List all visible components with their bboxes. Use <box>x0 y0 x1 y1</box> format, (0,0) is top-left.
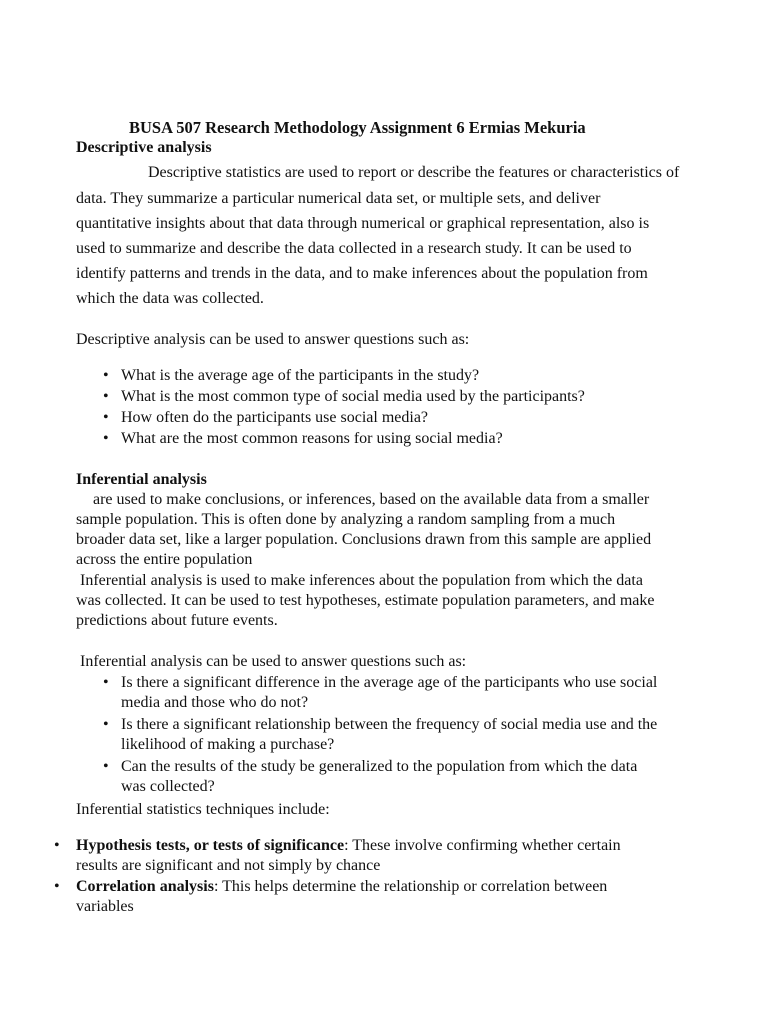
paragraph-line: are used to make conclusions, or inferences, based on the available data from a smaller <box>93 491 650 508</box>
paragraph-line: predictions about future events. <box>76 612 278 629</box>
descriptive-questions-intro: Descriptive analysis can be used to answer questions such as: <box>76 331 470 348</box>
technique-description: : This helps determine the relationship or correlation between <box>213 878 608 895</box>
list-item-text: How often do the participants use social media? <box>121 409 429 426</box>
inferential-heading: Inferential analysis <box>76 471 207 488</box>
paragraph-line: identify patterns and trends in the data, and to make inferences about the population from <box>76 265 648 282</box>
bullet-icon: • <box>103 430 109 447</box>
paragraph-line: broader data set, like a larger population. Conclusions drawn from this sample are applied <box>76 531 652 548</box>
technique-description: : These involve confirming whether certain <box>344 837 621 854</box>
technique-line: variables <box>76 898 134 915</box>
bullet-icon: • <box>103 409 109 426</box>
list-item-text: media and those who do not? <box>121 694 309 711</box>
list-item-text: What is the average age of the participants in the study? <box>121 367 480 384</box>
technique-line <box>76 877 607 897</box>
technique-term: Correlation analysis <box>76 878 214 895</box>
bullet-icon: • <box>103 367 109 384</box>
inferential-questions-intro: Inferential analysis can be used to answer questions such as: <box>80 653 467 670</box>
list-item-text: Can the results of the study be generalized to the population from which the data <box>121 758 638 775</box>
bullet-icon: • <box>103 716 109 733</box>
techniques-intro: Inferential statistics techniques include: <box>76 801 330 818</box>
paragraph-line: Inferential analysis is used to make inferences about the population from which the data <box>80 572 643 589</box>
bullet-icon: • <box>54 878 60 895</box>
list-item-text: likelihood of making a purchase? <box>121 736 335 753</box>
descriptive-heading: Descriptive analysis <box>76 139 212 156</box>
list-item-text: Is there a significant relationship between the frequency of social media use and the <box>121 716 658 733</box>
bullet-icon: • <box>103 674 109 691</box>
paragraph-line: data. They summarize a particular numerical data set, or multiple sets, and deliver <box>76 190 601 207</box>
list-item-text: Is there a significant difference in the average age of the participants who use social <box>121 674 658 691</box>
paragraph-line: was collected. It can be used to test hypotheses, estimate population parameters, and make <box>76 592 655 609</box>
bullet-icon: • <box>54 837 60 854</box>
paragraph-line: Descriptive statistics are used to report or describe the features or characteristics of <box>148 164 680 181</box>
bullet-icon: • <box>103 388 109 405</box>
paragraph-line: across the entire population <box>76 551 253 568</box>
technique-line: results are significant and not simply by chance <box>76 857 381 874</box>
document-title: BUSA 507 Research Methodology Assignment 6 Ermias Mekuria <box>129 118 586 137</box>
paragraph-line: sample population. This is often done by analyzing a random sampling from a much <box>76 511 616 528</box>
paragraph-line: quantitative insights about that data through numerical or graphical representation, also is <box>76 215 650 232</box>
list-item-text: was collected? <box>121 778 215 795</box>
list-item-text: What is the most common type of social media used by the participants? <box>121 388 585 405</box>
technique-line <box>76 836 621 856</box>
bullet-icon: • <box>103 758 109 775</box>
list-item-text: What are the most common reasons for using social media? <box>121 430 503 447</box>
paragraph-line: used to summarize and describe the data collected in a research study. It can be used to <box>76 240 632 257</box>
paragraph-line: which the data was collected. <box>76 290 264 307</box>
technique-term: Hypothesis tests, or tests of significance <box>76 837 345 854</box>
